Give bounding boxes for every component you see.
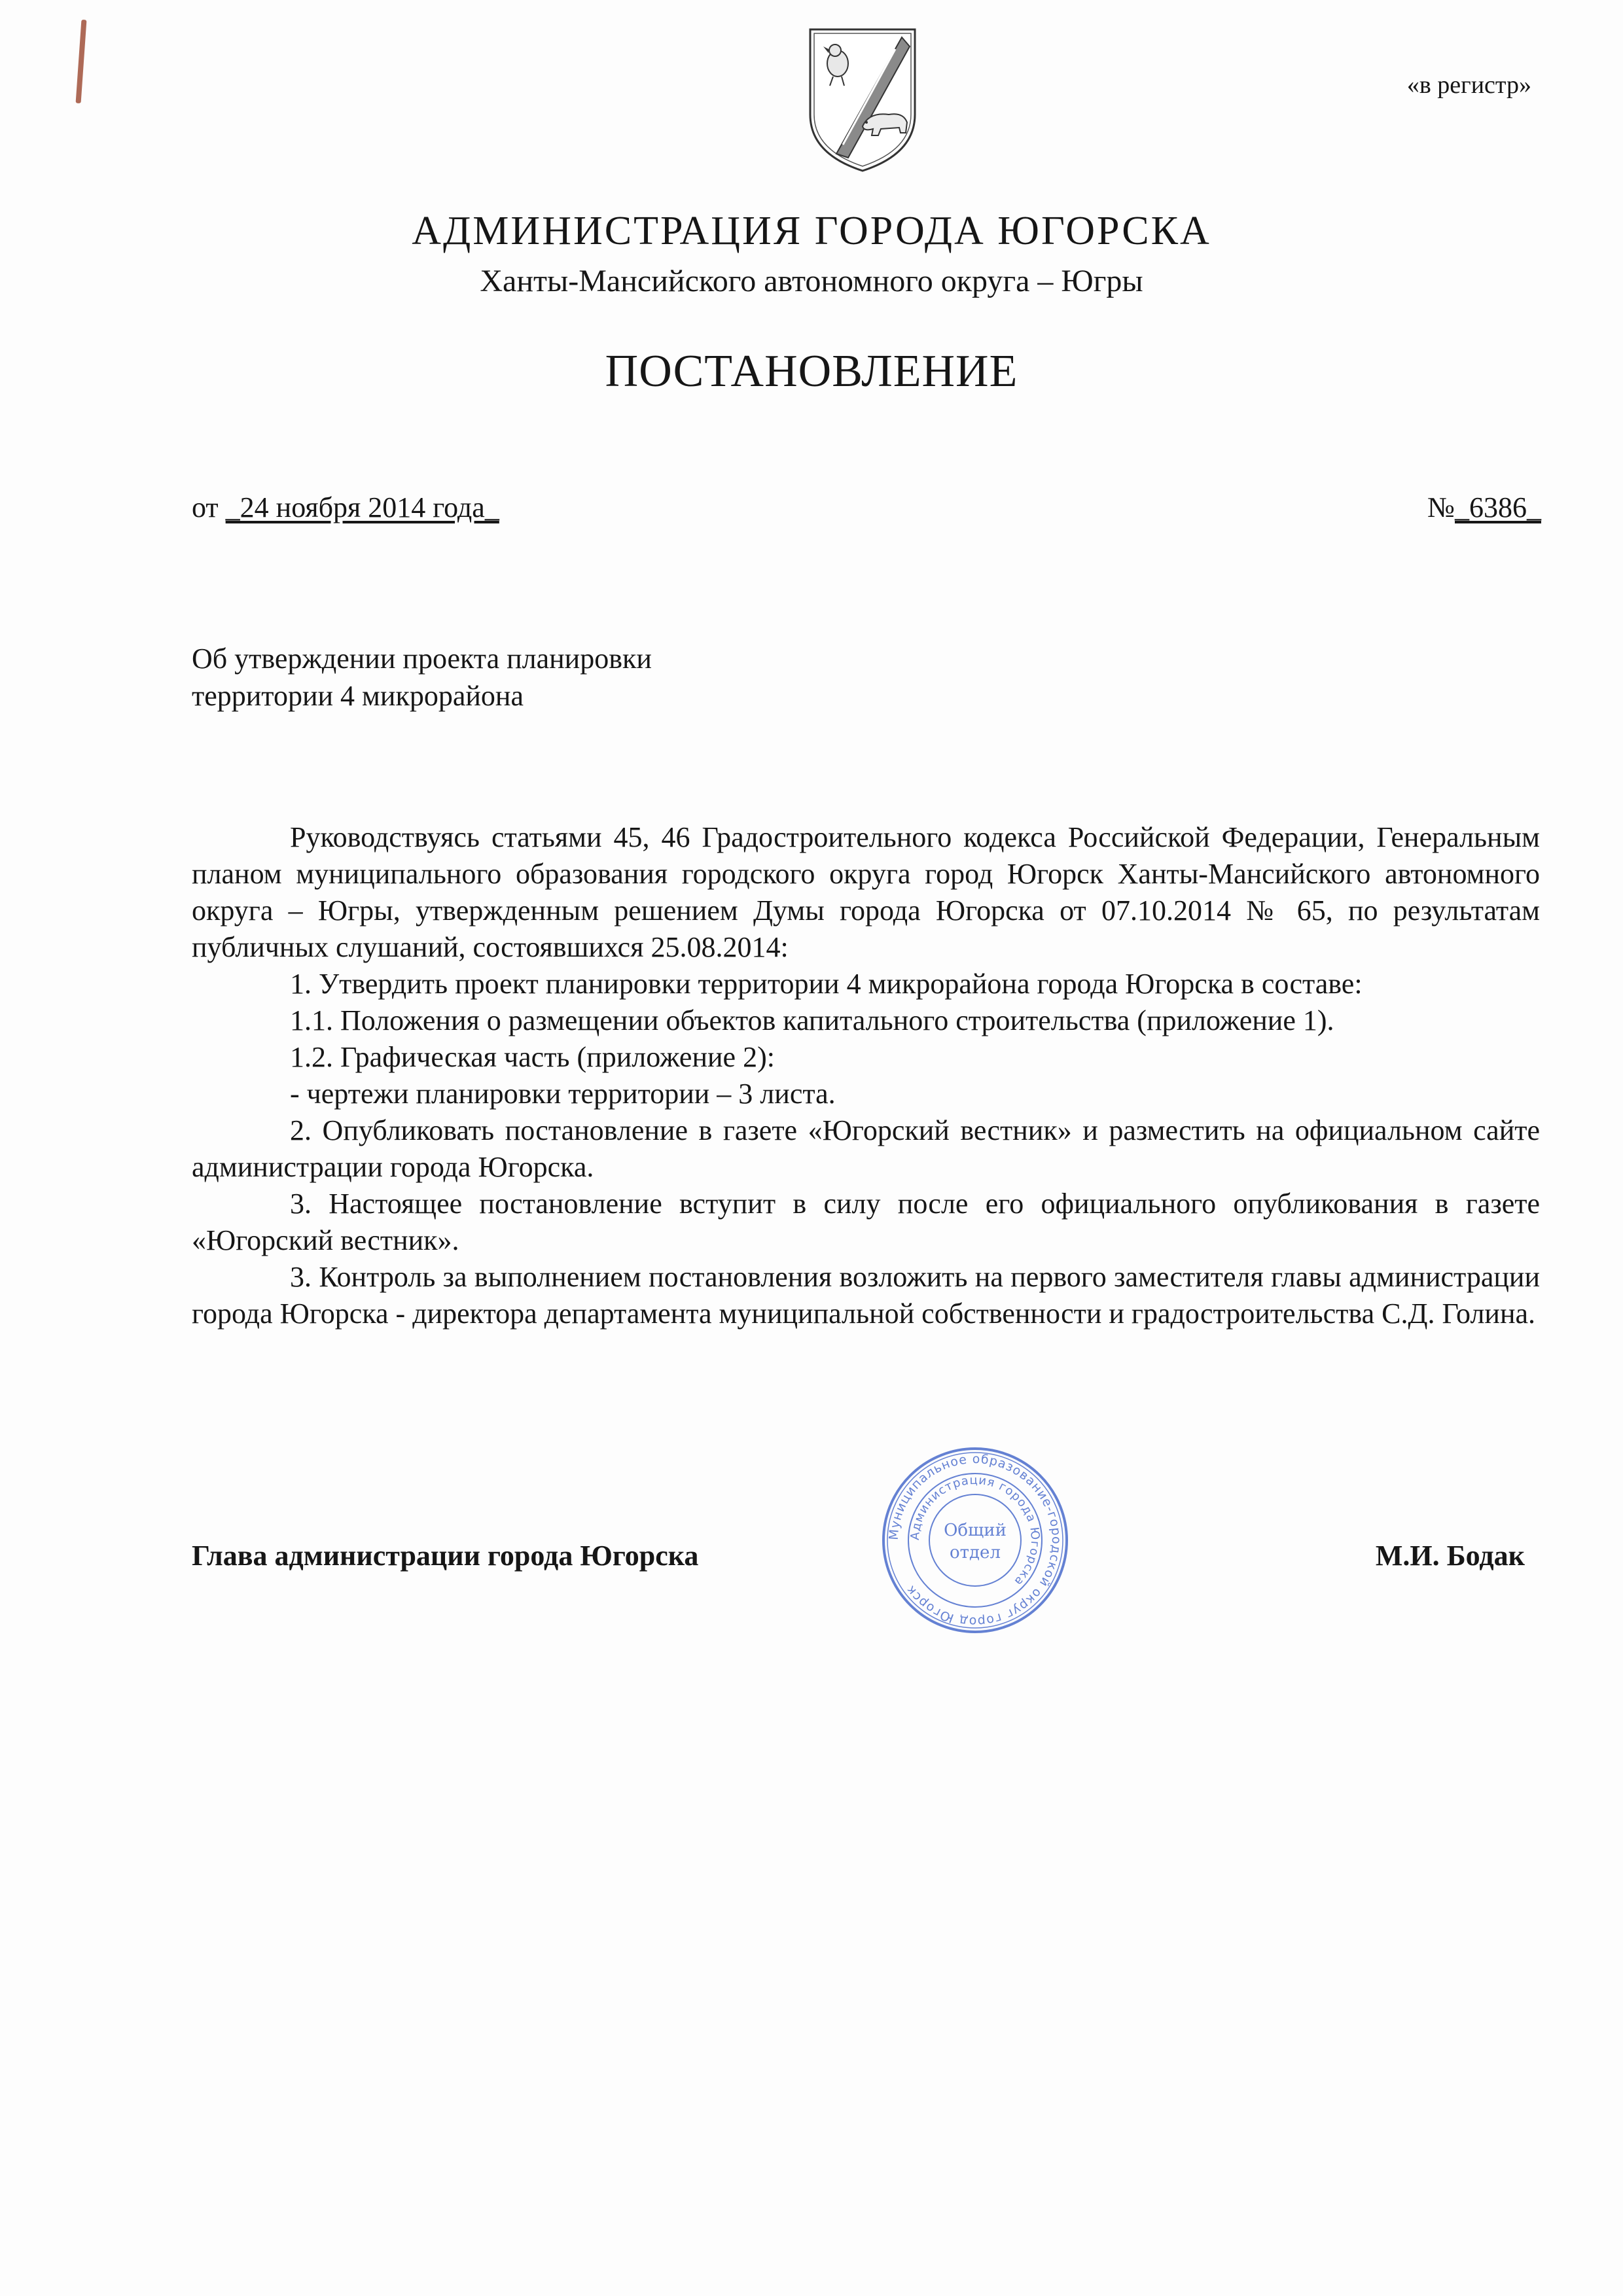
- subject-line-1: Об утверждении проекта планировки: [192, 643, 652, 675]
- organization-title: АДМИНИСТРАЦИЯ ГОРОДА ЮГОРСКА: [412, 209, 1211, 253]
- clause-1-1: 1.1. Положения о размещении объектов капитального строительства (приложение 1).: [290, 1004, 1334, 1036]
- coat-of-arms-icon: [797, 23, 928, 177]
- document-date: [192, 491, 499, 524]
- subject-line-2: территории 4 микрорайона: [192, 680, 524, 712]
- pen-mark: [76, 20, 87, 103]
- signatory-title: Глава администрации города Югорска: [192, 1540, 699, 1572]
- official-stamp-icon: [877, 1442, 1073, 1638]
- clause-1: 1. Утвердить проект планировки территории 4 микрорайона города Югорска в составе:: [290, 968, 1363, 1000]
- clause-2: 2. Опубликовать постановление в газете «Югорский вестник» и разместить на официальном сайте администрации города Югорска.: [192, 1114, 1540, 1183]
- preamble-paragraph: Руководствуясь статьями 45, 46 Градостроительного кодекса Российской Федерации, Генеральным планом муниципального образования городского округа город Югорск Ханты-Мансийского автономного округа – Югры, утвержденным решением Думы города Югорска от 07.10.2014 № 65, по результатам публичных слушаний, состоявшихся 25.08.2014:: [192, 821, 1540, 963]
- date-value: _24 ноября 2014 года_: [225, 491, 499, 523]
- stamp-center-line-1: Общий: [944, 1521, 1007, 1540]
- stamp-outer-text: Муниципальное образование-городской округ город Югорск: [886, 1451, 1064, 1629]
- register-note: «в регистр»: [1406, 71, 1531, 99]
- clause-4: 3. Контроль за выполнением постановления возложить на первого заместителя главы администрации города Югорска - директора департамента муниципальной собственности и градостроительства С.Д. Голина.: [192, 1261, 1540, 1330]
- document-type-title: ПОСТАНОВЛЕНИЕ: [605, 346, 1018, 397]
- stamp-inner-text: Администрация города Югорска: [908, 1473, 1043, 1589]
- number-value: _6386_: [1455, 491, 1541, 523]
- clause-3: 3. Настоящее постановление вступит в силу после его официального опубликования в газете «Югорский вестник».: [192, 1188, 1540, 1256]
- date-prefix: от: [192, 491, 219, 523]
- organization-region: Ханты-Мансийского автономного округа – Югры: [480, 264, 1143, 298]
- document-number: [1427, 491, 1541, 524]
- clause-1-2-sub: - чертежи планировки территории – 3 листа.: [290, 1078, 836, 1110]
- number-prefix: №: [1427, 491, 1455, 523]
- clause-1-2: 1.2. Графическая часть (приложение 2):: [290, 1041, 775, 1073]
- stamp-center-line-2: отдел: [950, 1543, 1001, 1563]
- document-body: [192, 819, 1540, 1332]
- document-subject: [192, 640, 652, 715]
- signatory-name: М.И. Бодак: [1375, 1540, 1525, 1572]
